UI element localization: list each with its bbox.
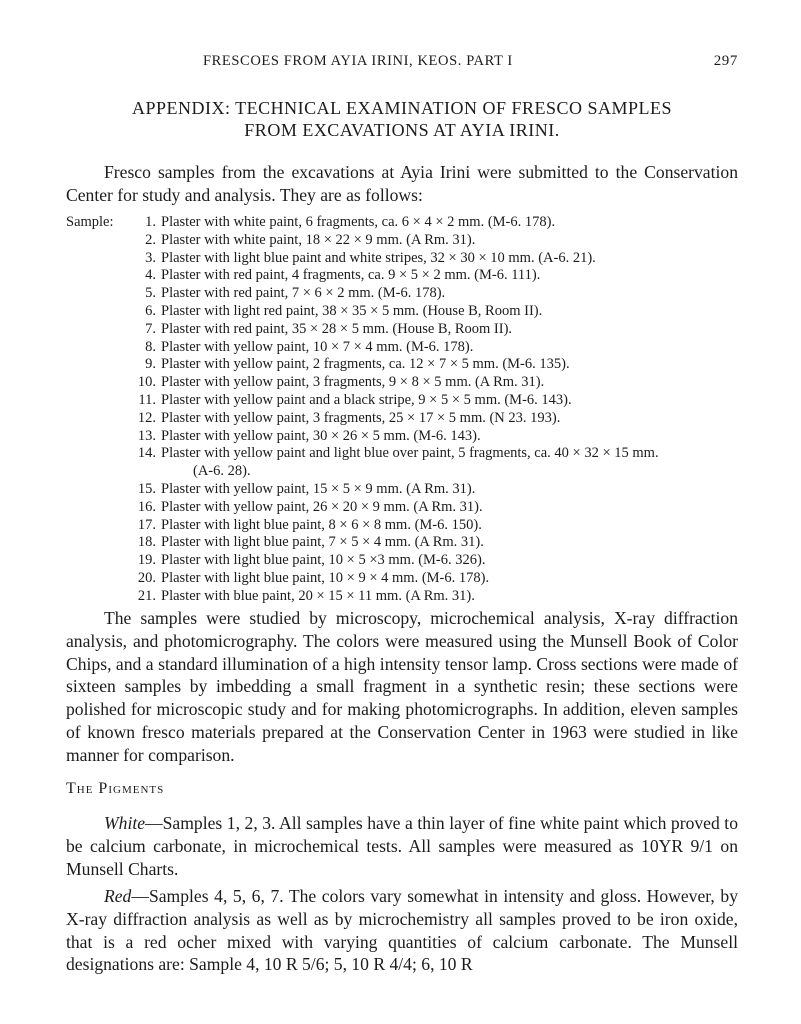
sample-description: Plaster with light blue paint, 7 × 5 × 4 mm. (A Rm. 31). — [161, 534, 484, 551]
sample-description: Plaster with yellow paint, 26 × 20 × 9 mm. (A Rm. 31). — [161, 498, 483, 515]
sample-description: Plaster with light blue paint, 8 × 6 × 8 mm. (M-6. 150). — [161, 516, 482, 533]
sample-number: 16. — [137, 498, 156, 515]
white-paragraph — [66, 812, 738, 880]
white-text: —Samples 1, 2, 3. All samples have a thin layer of fine white paint which proved to be calcium carbonate, in microchemical tests. All samples were measured as 10YR 9/1 on Munsell Charts. — [66, 813, 738, 879]
red-paragraph — [66, 885, 738, 976]
sample-number: 12. — [137, 409, 156, 426]
sample-description-continued: (A-6. 28). — [193, 463, 251, 480]
sample-number: 14. — [137, 445, 156, 462]
sample-description: Plaster with yellow paint, 30 × 26 × 5 mm. (M-6. 143). — [161, 427, 481, 444]
sample-description: Plaster with yellow paint, 3 fragments, 9 × 8 × 5 mm. (A Rm. 31). — [161, 374, 545, 391]
page-number: 297 — [713, 53, 738, 69]
sample-number: 17. — [137, 516, 156, 533]
sample-number: 21. — [137, 587, 156, 604]
appendix-title — [66, 97, 738, 141]
title-line-2: FROM EXCAVATIONS AT AYIA IRINI. — [244, 120, 560, 140]
sample-number: 7. — [145, 320, 156, 337]
sample-description: Plaster with yellow paint and a black stripe, 9 × 5 × 5 mm. (M-6. 143). — [161, 391, 572, 408]
sample-number: 6. — [145, 302, 156, 319]
title-line-1: APPENDIX: TECHNICAL EXAMINATION OF FRESCO SAMPLES — [131, 98, 673, 118]
sample-item — [66, 517, 756, 535]
sample-number: 9. — [145, 356, 156, 373]
sample-description: Plaster with red paint, 35 × 28 × 5 mm. (House B, Room II). — [161, 320, 513, 337]
red-label: Red — [104, 886, 132, 906]
sample-description: Plaster with light blue paint, 10 × 5 ×3 mm. (M-6. 326). — [161, 552, 486, 569]
sample-item — [66, 267, 756, 285]
sample-description: Plaster with yellow paint, 10 × 7 × 4 mm. (M-6. 178). — [161, 338, 474, 355]
sample-number: 13. — [137, 427, 156, 444]
sample-description: Plaster with yellow paint, 2 fragments, ca. 12 × 7 × 5 mm. (M-6. 135). — [161, 356, 570, 373]
sample-description: Plaster with light blue paint and white stripes, 32 × 30 × 10 mm. (A-6. 21). — [161, 249, 596, 266]
sample-description: Plaster with white paint, 6 fragments, ca. 6 × 4 × 2 mm. (M-6. 178). — [161, 214, 556, 230]
intro-paragraph: Fresco samples from the excavations at Ayia Irini were submitted to the Conservation Center for study and analysis. They are as follows: — [66, 162, 738, 205]
sample-number: 10. — [137, 374, 156, 391]
sample-item — [66, 303, 756, 321]
sample-number: 4. — [145, 267, 156, 284]
sample-item — [66, 392, 756, 410]
sample-item — [66, 428, 756, 446]
sample-number: 11. — [138, 391, 156, 408]
sample-list — [66, 214, 756, 606]
sample-item — [66, 232, 756, 250]
methods-paragraph: The samples were studied by microscopy, microchemical analysis, X-ray diffraction analysis, and photomicrography. The colors were measured using the Munsell Book of Color Chips, and a standard illumination of a high intensity tensor lamp. Cross sections were made of sixteen samples by imbedding a small fragment in a synthetic resin; these sections were polished for microscopic study and for making photomicrographs. In addition, eleven samples of known fresco materials prepared at the Conservation Center in 1963 were studied in like manner for comparison. — [66, 608, 738, 765]
sample-item — [66, 374, 756, 392]
sample-number: 1. — [145, 214, 156, 230]
sample-description: Plaster with white paint, 18 × 22 × 9 mm. (A Rm. 31). — [161, 231, 476, 248]
sample-item — [66, 410, 756, 428]
sample-item — [66, 534, 756, 552]
sample-item — [66, 214, 756, 232]
section-heading: The Pigments — [66, 780, 165, 797]
sample-item — [66, 588, 756, 606]
sample-item — [66, 481, 756, 499]
sample-number: 2. — [145, 231, 156, 248]
sample-description: Plaster with yellow paint and light blue over paint, 5 fragments, ca. 40 × 32 × 15 mm. — [161, 445, 659, 462]
sample-description: Plaster with light blue paint, 10 × 9 × 4 mm. (M-6. 178). — [161, 569, 490, 586]
sample-description: Plaster with red paint, 7 × 6 × 2 mm. (M-6. 178). — [161, 285, 446, 302]
sample-description: Plaster with light red paint, 38 × 35 × 5 mm. (House B, Room II). — [161, 302, 543, 319]
running-title: FRESCOES FROM AYIA IRINI, KEOS. PART I — [203, 53, 513, 69]
sample-item — [66, 321, 756, 339]
white-label: White — [104, 813, 146, 833]
sample-description: Plaster with yellow paint, 3 fragments, 25 × 17 × 5 mm. (N 23. 193). — [161, 409, 561, 426]
sample-item — [66, 552, 756, 570]
sample-description: Plaster with yellow paint, 15 × 5 × 9 mm. (A Rm. 31). — [161, 480, 476, 497]
samples-label: Sample: — [66, 214, 114, 230]
red-text: —Samples 4, 5, 6, 7. The colors vary somewhat in intensity and gloss. However, by X-ray diffraction analysis as well as by microchemistry all samples proved to be iron oxide, that is a red ocher mixed with varying quantities of calcium carbonate. The Munsell designations are: Sample 4, 10 R 5/6; 5, 10 R 4/4; 6, 10 R — [66, 886, 738, 975]
sample-description: Plaster with red paint, 4 fragments, ca. 9 × 5 × 2 mm. (M-6. 111). — [161, 267, 541, 284]
sample-item — [66, 570, 756, 588]
sample-number: 3. — [145, 249, 156, 266]
sample-item — [66, 356, 756, 374]
sample-number: 5. — [145, 285, 156, 302]
sample-item — [66, 339, 756, 357]
sample-description: Plaster with blue paint, 20 × 15 × 11 mm. (A Rm. 31). — [161, 587, 475, 604]
sample-item — [66, 445, 756, 481]
sample-item — [66, 499, 756, 517]
sample-number: 8. — [145, 338, 156, 355]
sample-number: 15. — [137, 480, 156, 497]
sample-item — [66, 250, 756, 268]
sample-item — [66, 285, 756, 303]
sample-number: 18. — [137, 534, 156, 551]
sample-number: 20. — [137, 569, 156, 586]
sample-number: 19. — [137, 552, 156, 569]
running-head — [66, 53, 738, 73]
